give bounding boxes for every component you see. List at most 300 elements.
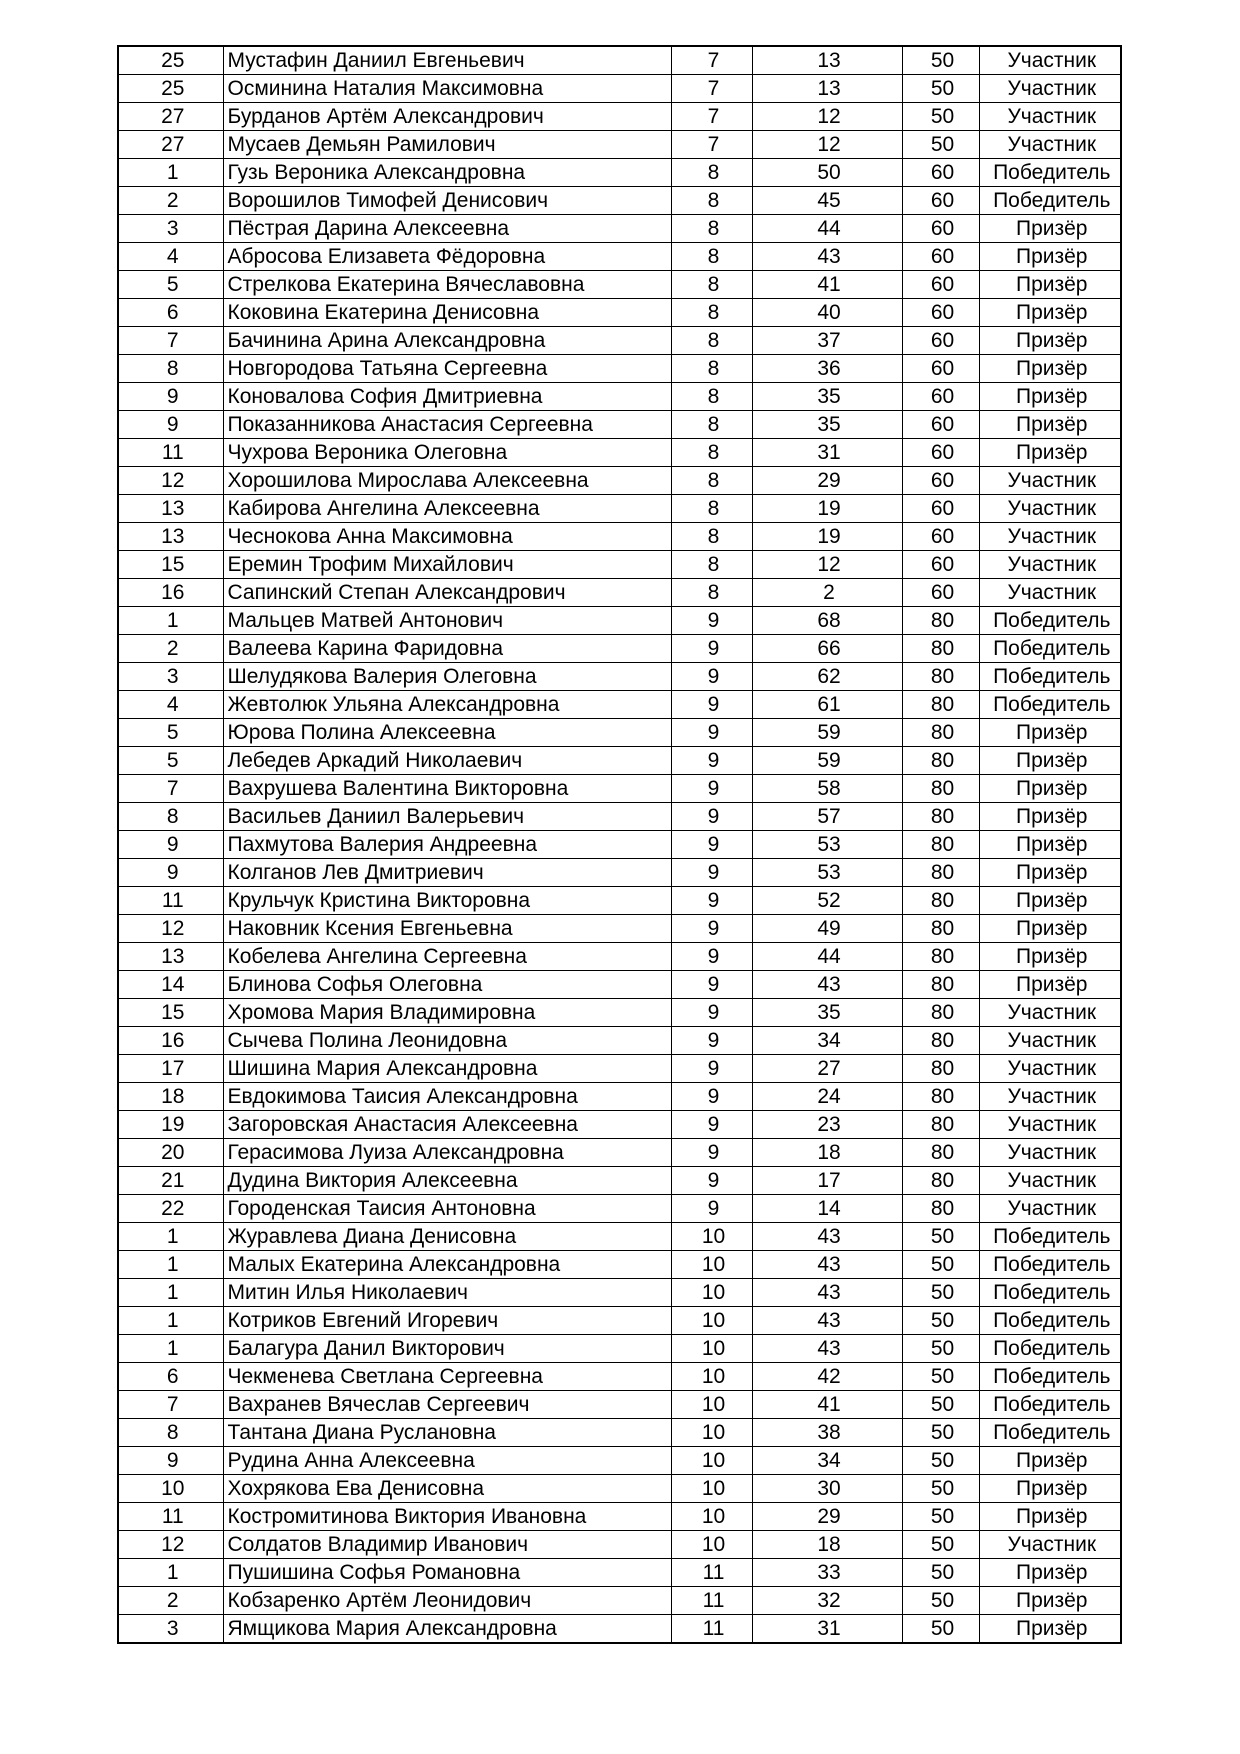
grade-cell: 10 (671, 1419, 752, 1447)
grade-cell: 8 (671, 327, 752, 355)
max-score-cell: 50 (902, 1223, 979, 1251)
score-cell: 59 (752, 747, 902, 775)
score-cell: 43 (752, 1279, 902, 1307)
score-cell: 31 (752, 439, 902, 467)
status-cell: Участник (979, 1111, 1121, 1139)
grade-cell: 9 (671, 1055, 752, 1083)
score-cell: 61 (752, 691, 902, 719)
max-score-cell: 50 (902, 1391, 979, 1419)
score-cell: 38 (752, 1419, 902, 1447)
status-cell: Участник (979, 579, 1121, 607)
status-cell: Участник (979, 46, 1121, 75)
name-cell: Колганов Лев Дмитриевич (223, 859, 671, 887)
max-score-cell: 50 (902, 1531, 979, 1559)
grade-cell: 10 (671, 1251, 752, 1279)
score-cell: 34 (752, 1027, 902, 1055)
score-cell: 68 (752, 607, 902, 635)
score-cell: 43 (752, 971, 902, 999)
table-row (118, 1195, 1121, 1223)
table-row (118, 1111, 1121, 1139)
name-cell: Загоровская Анастасия Алексеевна (223, 1111, 671, 1139)
name-cell: Кабирова Ангелина Алексеевна (223, 495, 671, 523)
table-row (118, 131, 1121, 159)
place-cell: 21 (118, 1167, 223, 1195)
max-score-cell: 80 (902, 859, 979, 887)
status-cell: Призёр (979, 243, 1121, 271)
grade-cell: 8 (671, 411, 752, 439)
max-score-cell: 80 (902, 719, 979, 747)
max-score-cell: 60 (902, 271, 979, 299)
name-cell: Малых Екатерина Александровна (223, 1251, 671, 1279)
grade-cell: 10 (671, 1307, 752, 1335)
grade-cell: 10 (671, 1279, 752, 1307)
place-cell: 11 (118, 887, 223, 915)
status-cell: Призёр (979, 1615, 1121, 1644)
place-cell: 7 (118, 775, 223, 803)
status-cell: Призёр (979, 1503, 1121, 1531)
place-cell: 1 (118, 1307, 223, 1335)
grade-cell: 8 (671, 523, 752, 551)
place-cell: 1 (118, 1251, 223, 1279)
name-cell: Костромитинова Виктория Ивановна (223, 1503, 671, 1531)
name-cell: Бурданов Артём Александрович (223, 103, 671, 131)
table-row (118, 1139, 1121, 1167)
score-cell: 19 (752, 523, 902, 551)
place-cell: 2 (118, 187, 223, 215)
table-row (118, 1167, 1121, 1195)
status-cell: Призёр (979, 971, 1121, 999)
table-row (118, 1615, 1121, 1644)
name-cell: Стрелкова Екатерина Вячеславовна (223, 271, 671, 299)
name-cell: Коновалова София Дмитриевна (223, 383, 671, 411)
table-row (118, 355, 1121, 383)
max-score-cell: 60 (902, 355, 979, 383)
status-cell: Участник (979, 495, 1121, 523)
table-row (118, 327, 1121, 355)
status-cell: Призёр (979, 355, 1121, 383)
score-cell: 53 (752, 831, 902, 859)
table-row (118, 1447, 1121, 1475)
score-cell: 62 (752, 663, 902, 691)
table-row (118, 159, 1121, 187)
grade-cell: 8 (671, 187, 752, 215)
grade-cell: 9 (671, 1167, 752, 1195)
max-score-cell: 50 (902, 1475, 979, 1503)
max-score-cell: 80 (902, 887, 979, 915)
grade-cell: 8 (671, 467, 752, 495)
score-cell: 2 (752, 579, 902, 607)
grade-cell: 8 (671, 355, 752, 383)
status-cell: Участник (979, 103, 1121, 131)
table-row (118, 187, 1121, 215)
status-cell: Победитель (979, 635, 1121, 663)
status-cell: Участник (979, 1531, 1121, 1559)
place-cell: 16 (118, 579, 223, 607)
name-cell: Васильев Даниил Валерьевич (223, 803, 671, 831)
score-cell: 50 (752, 159, 902, 187)
max-score-cell: 80 (902, 607, 979, 635)
grade-cell: 7 (671, 103, 752, 131)
score-cell: 34 (752, 1447, 902, 1475)
status-cell: Победитель (979, 691, 1121, 719)
grade-cell: 8 (671, 439, 752, 467)
status-cell: Призёр (979, 215, 1121, 243)
status-cell: Призёр (979, 775, 1121, 803)
status-cell: Победитель (979, 607, 1121, 635)
name-cell: Новгородова Татьяна Сергеевна (223, 355, 671, 383)
name-cell: Валеева Карина Фаридовна (223, 635, 671, 663)
max-score-cell: 50 (902, 1307, 979, 1335)
grade-cell: 9 (671, 1139, 752, 1167)
place-cell: 8 (118, 1419, 223, 1447)
table-row (118, 691, 1121, 719)
status-cell: Участник (979, 1195, 1121, 1223)
score-cell: 43 (752, 1223, 902, 1251)
grade-cell: 9 (671, 775, 752, 803)
grade-cell: 11 (671, 1559, 752, 1587)
table-row (118, 1223, 1121, 1251)
status-cell: Победитель (979, 1251, 1121, 1279)
status-cell: Призёр (979, 411, 1121, 439)
status-cell: Призёр (979, 831, 1121, 859)
score-cell: 41 (752, 271, 902, 299)
place-cell: 14 (118, 971, 223, 999)
name-cell: Мальцев Матвей Антонович (223, 607, 671, 635)
table-row (118, 859, 1121, 887)
grade-cell: 9 (671, 999, 752, 1027)
name-cell: Пёстрая Дарина Алексеевна (223, 215, 671, 243)
name-cell: Митин Илья Николаевич (223, 1279, 671, 1307)
max-score-cell: 80 (902, 1083, 979, 1111)
table-row (118, 439, 1121, 467)
grade-cell: 9 (671, 1111, 752, 1139)
place-cell: 11 (118, 439, 223, 467)
grade-cell: 9 (671, 971, 752, 999)
name-cell: Хорошилова Мирослава Алексеевна (223, 467, 671, 495)
max-score-cell: 60 (902, 467, 979, 495)
score-cell: 43 (752, 243, 902, 271)
status-cell: Призёр (979, 439, 1121, 467)
status-cell: Призёр (979, 271, 1121, 299)
table-row (118, 999, 1121, 1027)
status-cell: Призёр (979, 803, 1121, 831)
grade-cell: 8 (671, 383, 752, 411)
place-cell: 1 (118, 1279, 223, 1307)
score-cell: 27 (752, 1055, 902, 1083)
place-cell: 2 (118, 1587, 223, 1615)
table-row (118, 1559, 1121, 1587)
name-cell: Крульчук Кристина Викторовна (223, 887, 671, 915)
score-cell: 31 (752, 1615, 902, 1644)
grade-cell: 11 (671, 1587, 752, 1615)
place-cell: 25 (118, 46, 223, 75)
place-cell: 10 (118, 1475, 223, 1503)
name-cell: Тантана Диана Руслановна (223, 1419, 671, 1447)
max-score-cell: 80 (902, 831, 979, 859)
max-score-cell: 50 (902, 1587, 979, 1615)
score-cell: 12 (752, 103, 902, 131)
status-cell: Участник (979, 551, 1121, 579)
max-score-cell: 60 (902, 299, 979, 327)
name-cell: Жевтолюк Ульяна Александровна (223, 691, 671, 719)
score-cell: 44 (752, 215, 902, 243)
grade-cell: 8 (671, 495, 752, 523)
name-cell: Показанникова Анастасия Сергеевна (223, 411, 671, 439)
status-cell: Призёр (979, 859, 1121, 887)
table-row (118, 915, 1121, 943)
table-row (118, 1083, 1121, 1111)
place-cell: 9 (118, 859, 223, 887)
place-cell: 1 (118, 607, 223, 635)
grade-cell: 9 (671, 1083, 752, 1111)
score-cell: 18 (752, 1531, 902, 1559)
name-cell: Наковник Ксения Евгеньевна (223, 915, 671, 943)
max-score-cell: 80 (902, 1195, 979, 1223)
max-score-cell: 80 (902, 915, 979, 943)
table-row (118, 663, 1121, 691)
name-cell: Коковина Екатерина Денисовна (223, 299, 671, 327)
grade-cell: 10 (671, 1391, 752, 1419)
status-cell: Призёр (979, 1475, 1121, 1503)
score-cell: 19 (752, 495, 902, 523)
place-cell: 9 (118, 383, 223, 411)
name-cell: Хромова Мария Владимировна (223, 999, 671, 1027)
status-cell: Победитель (979, 663, 1121, 691)
place-cell: 22 (118, 1195, 223, 1223)
name-cell: Шелудякова Валерия Олеговна (223, 663, 671, 691)
name-cell: Городенская Таисия Антоновна (223, 1195, 671, 1223)
max-score-cell: 60 (902, 411, 979, 439)
max-score-cell: 80 (902, 747, 979, 775)
place-cell: 3 (118, 1615, 223, 1644)
table-row (118, 607, 1121, 635)
place-cell: 5 (118, 719, 223, 747)
score-cell: 18 (752, 1139, 902, 1167)
place-cell: 5 (118, 747, 223, 775)
score-cell: 36 (752, 355, 902, 383)
results-table-body (118, 46, 1121, 1643)
table-row (118, 1307, 1121, 1335)
max-score-cell: 60 (902, 243, 979, 271)
score-cell: 66 (752, 635, 902, 663)
table-row (118, 551, 1121, 579)
name-cell: Пахмутова Валерия Андреевна (223, 831, 671, 859)
score-cell: 42 (752, 1363, 902, 1391)
grade-cell: 9 (671, 859, 752, 887)
status-cell: Победитель (979, 187, 1121, 215)
table-row (118, 243, 1121, 271)
score-cell: 13 (752, 46, 902, 75)
status-cell: Призёр (979, 719, 1121, 747)
name-cell: Хохрякова Ева Денисовна (223, 1475, 671, 1503)
status-cell: Победитель (979, 1419, 1121, 1447)
grade-cell: 9 (671, 607, 752, 635)
place-cell: 3 (118, 663, 223, 691)
name-cell: Евдокимова Таисия Александровна (223, 1083, 671, 1111)
max-score-cell: 80 (902, 1055, 979, 1083)
place-cell: 27 (118, 103, 223, 131)
grade-cell: 10 (671, 1475, 752, 1503)
max-score-cell: 50 (902, 1279, 979, 1307)
table-row (118, 523, 1121, 551)
name-cell: Балагура Данил Викторович (223, 1335, 671, 1363)
name-cell: Юрова Полина Алексеевна (223, 719, 671, 747)
max-score-cell: 50 (902, 1419, 979, 1447)
grade-cell: 8 (671, 271, 752, 299)
table-row (118, 1363, 1121, 1391)
table-row (118, 1503, 1121, 1531)
status-cell: Участник (979, 1027, 1121, 1055)
status-cell: Призёр (979, 1587, 1121, 1615)
max-score-cell: 80 (902, 1139, 979, 1167)
status-cell: Призёр (979, 915, 1121, 943)
table-row (118, 1027, 1121, 1055)
max-score-cell: 50 (902, 1503, 979, 1531)
score-cell: 30 (752, 1475, 902, 1503)
max-score-cell: 80 (902, 1167, 979, 1195)
score-cell: 17 (752, 1167, 902, 1195)
name-cell: Сапинский Степан Александрович (223, 579, 671, 607)
name-cell: Бачинина Арина Александровна (223, 327, 671, 355)
grade-cell: 9 (671, 943, 752, 971)
place-cell: 1 (118, 159, 223, 187)
place-cell: 5 (118, 271, 223, 299)
status-cell: Победитель (979, 1279, 1121, 1307)
score-cell: 43 (752, 1335, 902, 1363)
place-cell: 4 (118, 691, 223, 719)
table-row (118, 1419, 1121, 1447)
max-score-cell: 80 (902, 1027, 979, 1055)
name-cell: Абросова Елизавета Фёдоровна (223, 243, 671, 271)
max-score-cell: 80 (902, 1111, 979, 1139)
status-cell: Участник (979, 1083, 1121, 1111)
place-cell: 1 (118, 1335, 223, 1363)
max-score-cell: 50 (902, 75, 979, 103)
score-cell: 58 (752, 775, 902, 803)
place-cell: 3 (118, 215, 223, 243)
status-cell: Участник (979, 131, 1121, 159)
score-cell: 35 (752, 383, 902, 411)
name-cell: Солдатов Владимир Иванович (223, 1531, 671, 1559)
table-row (118, 719, 1121, 747)
score-cell: 43 (752, 1307, 902, 1335)
status-cell: Победитель (979, 1307, 1121, 1335)
name-cell: Еремин Трофим Михайлович (223, 551, 671, 579)
place-cell: 7 (118, 327, 223, 355)
score-cell: 53 (752, 859, 902, 887)
name-cell: Ямщикова Мария Александровна (223, 1615, 671, 1644)
score-cell: 35 (752, 411, 902, 439)
status-cell: Участник (979, 75, 1121, 103)
place-cell: 4 (118, 243, 223, 271)
status-cell: Призёр (979, 327, 1121, 355)
max-score-cell: 60 (902, 383, 979, 411)
table-row (118, 635, 1121, 663)
place-cell: 25 (118, 75, 223, 103)
table-row (118, 1475, 1121, 1503)
grade-cell: 9 (671, 887, 752, 915)
max-score-cell: 60 (902, 579, 979, 607)
max-score-cell: 80 (902, 999, 979, 1027)
grade-cell: 8 (671, 579, 752, 607)
name-cell: Ворошилов Тимофей Денисович (223, 187, 671, 215)
place-cell: 17 (118, 1055, 223, 1083)
status-cell: Участник (979, 1167, 1121, 1195)
grade-cell: 10 (671, 1447, 752, 1475)
status-cell: Призёр (979, 383, 1121, 411)
place-cell: 6 (118, 1363, 223, 1391)
max-score-cell: 60 (902, 327, 979, 355)
grade-cell: 9 (671, 719, 752, 747)
max-score-cell: 80 (902, 635, 979, 663)
table-row (118, 383, 1121, 411)
status-cell: Участник (979, 523, 1121, 551)
max-score-cell: 80 (902, 943, 979, 971)
max-score-cell: 50 (902, 103, 979, 131)
grade-cell: 9 (671, 1027, 752, 1055)
status-cell: Победитель (979, 1363, 1121, 1391)
max-score-cell: 50 (902, 1251, 979, 1279)
max-score-cell: 60 (902, 215, 979, 243)
table-row (118, 1055, 1121, 1083)
grade-cell: 9 (671, 803, 752, 831)
score-cell: 37 (752, 327, 902, 355)
table-row (118, 1531, 1121, 1559)
grade-cell: 10 (671, 1223, 752, 1251)
score-cell: 45 (752, 187, 902, 215)
status-cell: Победитель (979, 159, 1121, 187)
table-row (118, 103, 1121, 131)
place-cell: 27 (118, 131, 223, 159)
grade-cell: 9 (671, 831, 752, 859)
max-score-cell: 60 (902, 159, 979, 187)
name-cell: Лебедев Аркадий Николаевич (223, 747, 671, 775)
grade-cell: 10 (671, 1531, 752, 1559)
score-cell: 35 (752, 999, 902, 1027)
name-cell: Шишина Мария Александровна (223, 1055, 671, 1083)
table-row (118, 1587, 1121, 1615)
score-cell: 32 (752, 1587, 902, 1615)
place-cell: 20 (118, 1139, 223, 1167)
status-cell: Призёр (979, 1447, 1121, 1475)
max-score-cell: 80 (902, 971, 979, 999)
score-cell: 44 (752, 943, 902, 971)
place-cell: 12 (118, 915, 223, 943)
place-cell: 15 (118, 999, 223, 1027)
name-cell: Журавлева Диана Денисовна (223, 1223, 671, 1251)
place-cell: 12 (118, 467, 223, 495)
place-cell: 13 (118, 523, 223, 551)
table-row (118, 775, 1121, 803)
place-cell: 7 (118, 1391, 223, 1419)
table-row (118, 579, 1121, 607)
grade-cell: 7 (671, 131, 752, 159)
status-cell: Участник (979, 999, 1121, 1027)
score-cell: 14 (752, 1195, 902, 1223)
place-cell: 8 (118, 355, 223, 383)
status-cell: Призёр (979, 943, 1121, 971)
name-cell: Вахрушева Валентина Викторовна (223, 775, 671, 803)
grade-cell: 10 (671, 1503, 752, 1531)
status-cell: Призёр (979, 887, 1121, 915)
place-cell: 12 (118, 1531, 223, 1559)
grade-cell: 8 (671, 243, 752, 271)
place-cell: 1 (118, 1223, 223, 1251)
place-cell: 15 (118, 551, 223, 579)
name-cell: Рудина Анна Алексеевна (223, 1447, 671, 1475)
max-score-cell: 60 (902, 439, 979, 467)
table-row (118, 803, 1121, 831)
